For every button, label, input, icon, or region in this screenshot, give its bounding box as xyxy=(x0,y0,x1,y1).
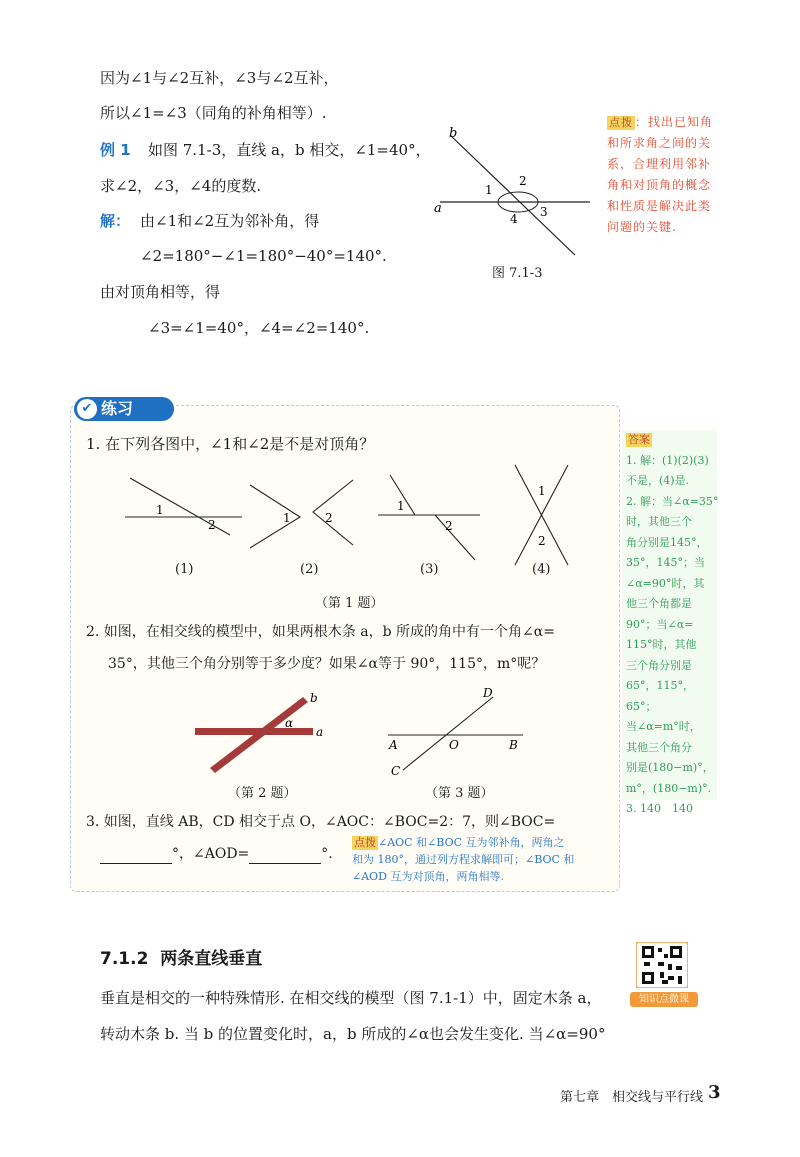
q3-tip xyxy=(352,834,617,885)
q1-fig-1 xyxy=(120,470,250,540)
svg-text:O: O xyxy=(449,738,459,752)
fig-angle-4: 4 xyxy=(510,212,518,226)
example-question-1: 如图 7.1-3，直线 a，b 相交，∠1=40°， xyxy=(148,141,431,159)
svg-text:1: 1 xyxy=(156,503,164,517)
section-line-1: 垂直是相交的一种特殊情形. 在相交线的模型（图 7.1-1）中，固定木条 a， xyxy=(100,989,602,1007)
svg-text:1: 1 xyxy=(283,511,291,525)
side-tip-line-0: ：找出已知角 xyxy=(635,115,714,129)
svg-text:a: a xyxy=(316,725,324,739)
solution-line-1: 由∠1和∠2互为邻补角，得 xyxy=(140,212,320,230)
svg-text:1: 1 xyxy=(397,499,405,513)
fig-angle-2: 2 xyxy=(519,174,527,188)
svg-text:α: α xyxy=(285,716,294,730)
q1-sub-1: (1) xyxy=(175,562,194,577)
q3-suffix-1: °，∠AOD= xyxy=(172,846,250,862)
q1-sub-2: (2) xyxy=(300,562,319,577)
svg-text:2: 2 xyxy=(208,518,216,532)
section-heading: 两条直线垂直 xyxy=(160,949,263,969)
q3-tip-line-2: ∠AOD 互为对顶角，两角相等. xyxy=(352,870,504,883)
svg-text:C: C xyxy=(391,764,401,778)
q1-fig-3 xyxy=(375,470,485,565)
q2-caption: （第 2 题） xyxy=(228,786,297,801)
q1-fig-4 xyxy=(505,460,580,570)
side-tip xyxy=(607,112,737,238)
svg-text:B: B xyxy=(509,738,518,752)
side-tip-line-4: 和性质是解决此类 xyxy=(607,199,712,213)
page-number: 3 xyxy=(708,1082,721,1103)
solution-line-4: ∠3=∠1=40°，∠4=∠2=140°. xyxy=(148,319,370,337)
section-number: 7.1.2 xyxy=(100,949,149,969)
practice-q2-line2: 35°，其他三个角分别等于多少度？如果∠α等于 90°，115°，m°呢？ xyxy=(108,656,546,672)
side-tip-tag: 点拨 xyxy=(609,116,633,129)
practice-header xyxy=(74,397,174,421)
solution-line-2: ∠2=180°−∠1=180°−40°=140°. xyxy=(140,247,387,265)
q1-sub-4: (4) xyxy=(532,562,551,577)
q3-suffix-2: °. xyxy=(321,846,333,862)
fig-angle-3: 3 xyxy=(540,205,548,219)
example-label: 例 1 xyxy=(100,141,131,159)
fig-label-b: b xyxy=(449,126,458,141)
example-question-2: 求∠2，∠3，∠4的度数. xyxy=(100,177,262,195)
proof-line-1: 因为∠1与∠2互补，∠3与∠2互补， xyxy=(100,69,339,87)
practice-q3-line1: 3. 如图，直线 AB，CD 相交于点 O，∠AOC：∠BOC=2：7，则∠BOC= xyxy=(86,814,556,830)
side-tip-line-5: 问题的关键. xyxy=(607,220,677,234)
q3-caption: （第 3 题） xyxy=(425,786,494,801)
side-tip-line-2: 系，合理利用邻补 xyxy=(607,157,712,171)
q1-caption: （第 1 题） xyxy=(315,596,384,611)
q1-sub-3: (3) xyxy=(420,562,439,577)
solution-label: 解： xyxy=(100,212,131,230)
footer-chapter: 第七章 相交线与平行线 xyxy=(560,1090,704,1105)
figure-7-1-3 xyxy=(425,125,595,265)
proof-line-2: 所以∠1=∠3（同角的补角相等）. xyxy=(100,104,327,122)
section-line-2: 转动木条 b. 当 b 的位置变化时，a，b 所成的∠α也会发生变化. 当∠α=90° xyxy=(100,1025,606,1043)
side-tip-line-1: 和所求角之间的关 xyxy=(607,136,712,150)
fig-angle-1: 1 xyxy=(485,183,493,197)
svg-text:2: 2 xyxy=(538,534,546,548)
q2-figure xyxy=(190,690,340,775)
q3-tip-line-0: ∠AOC 和∠BOC 互为邻补角，两角之 xyxy=(378,836,565,849)
practice-q3-line2 xyxy=(100,844,333,864)
answers-tag: 答案 xyxy=(628,433,650,446)
qr-label[interactable]: 知识点微课 xyxy=(630,992,698,1007)
answer-blank-boc[interactable] xyxy=(100,847,172,864)
figure-caption: 图 7.1-3 xyxy=(492,266,543,281)
practice-q1: 1. 在下列各图中，∠1和∠2是不是对顶角？ xyxy=(86,435,375,453)
section-title xyxy=(100,944,262,969)
answers: 答案 1. 解：(1)(2)(3) 不是，(4)是. 2. 解：当∠α=35° 时，其他三个 角分别是145°， 35°，145°；当 ∠α=90°时，其 他三个角都是 90°；当∠α= 115°时，其他 三个角分别是 65°，115°，65°； 当∠α=m°时， 其他三个角分 别是(180−m)°， m°，(180−m)°. 3. 140 140 xyxy=(626,433,719,815)
svg-text:2: 2 xyxy=(325,511,333,525)
solution-line-3: 由对顶角相等，得 xyxy=(100,283,221,301)
qr-code-icon[interactable] xyxy=(636,942,688,988)
svg-text:b: b xyxy=(310,691,318,705)
svg-text:A: A xyxy=(389,738,398,752)
practice-q2-line1: 2. 如图，在相交线的模型中，如果两根木条 a，b 所成的角中有一个角∠α= xyxy=(86,624,555,640)
practice-title: 练习 xyxy=(101,399,134,418)
q1-fig-2 xyxy=(245,470,375,550)
svg-text:2: 2 xyxy=(445,519,453,533)
q3-figure xyxy=(383,685,533,780)
answer-blank-aod[interactable] xyxy=(249,847,321,864)
side-tip-line-3: 角和对顶角的概念 xyxy=(607,178,712,192)
fig-label-a: a xyxy=(434,201,442,216)
checkmark-icon: ✔ xyxy=(77,399,97,419)
svg-text:1: 1 xyxy=(538,484,546,498)
q3-tip-line-1: 和为 180°，通过列方程求解即可；∠BOC 和 xyxy=(352,853,575,866)
svg-text:D: D xyxy=(483,686,493,700)
q3-tip-tag: 点拨 xyxy=(354,836,376,849)
